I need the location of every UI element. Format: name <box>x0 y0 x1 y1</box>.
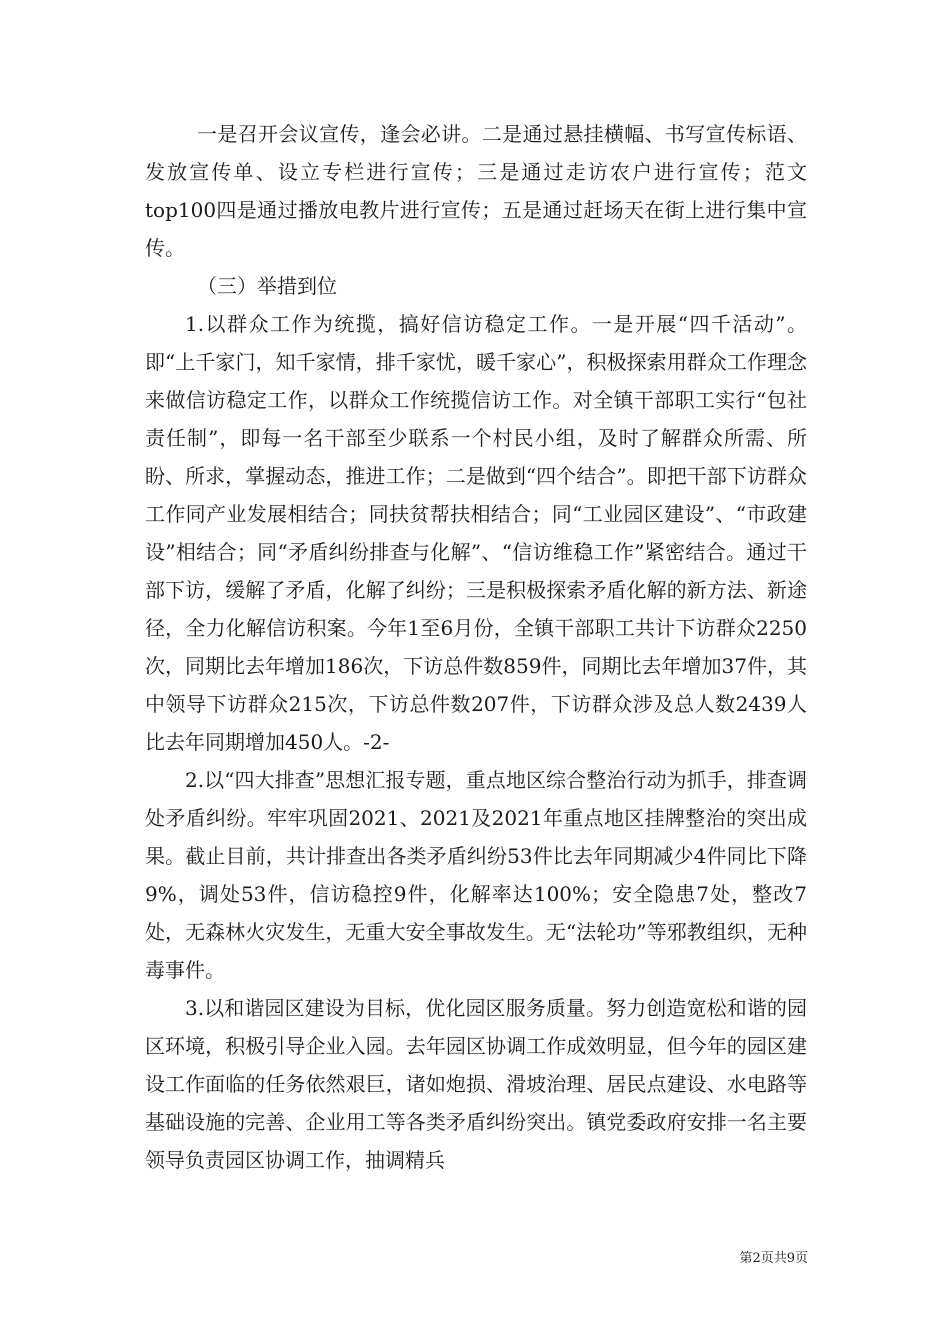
page-number: 第2页共9页 <box>739 1251 808 1266</box>
paragraph-publicity-methods: 一是召开会议宣传，逢会必讲。二是通过悬挂横幅、书写宣传标语、发放宣传单、设立专栏进行宣传；三是通过走访农户进行宣传；范文top100四是通过播放电教片进行宣传；五是通过赶场天在街上进行集中宣传。 <box>145 122 807 260</box>
section-heading-measures: （三）举措到位 <box>197 274 337 298</box>
paragraph-dispute-screening: 2.以“四大排查”思想汇报专题，重点地区综合整治行动为抓手，排查调处矛盾纠纷。牢牢巩固2021、2021及2021年重点地区挂牌整治的突出成果。截止目前，共计排查出各类矛盾纠纷53件比去年同期减少4件同比下降9%，调处53件，信访稳控9件，化解率达100%；安全隐患7处，整改7处，无森林火灾发生，无重大安全事故发生。无“法轮功”等邪教组织，无种毒事件。 <box>145 768 807 982</box>
body-text <box>145 115 807 1179</box>
paragraph-mass-work: 1.以群众工作为统揽，搞好信访稳定工作。一是开展“四千活动”。即“上千家门，知千家情，排千家忧，暖千家心”，积极探索用群众工作理念来做信访稳定工作，以群众工作统揽信访工作。对全镇干部职工实行“包社责任制”，即每一名干部至少联系一个村民小组，及时了解群众所需、所盼、所求，掌握动态，推进工作；二是做到“四个结合”。即把干部下访群众工作同产业发展相结合；同扶贫帮扶相结合；同“工业园区建设”、“市政建设”相结合；同“矛盾纠纷排查与化解”、“信访维稳工作”紧密结合。通过干部下访，缓解了矛盾，化解了纠纷；三是积极探索矛盾化解的新方法、新途径，全力化解信访积案。今年1至6月份，全镇干部职工共计下访群众2250次，同期比去年增加186次，下访总件数859件，同期比去年增加37件，其中领导下访群众215次，下访总件数207件，下访群众涉及总人数2439人比去年同期增加450人。-2- <box>145 312 807 754</box>
paragraph-industrial-park: 3.以和谐园区建设为目标，优化园区服务质量。努力创造宽松和谐的园区环境，积极引导企业入园。去年园区协调工作成效明显，但今年的园区建设工作面临的任务依然艰巨，诸如炮损、滑坡治理、居民点建设、水电路等基础设施的完善、企业用工等各类矛盾纠纷突出。镇党委政府安排一名主要领导负责园区协调工作，抽调精兵 <box>145 996 807 1172</box>
